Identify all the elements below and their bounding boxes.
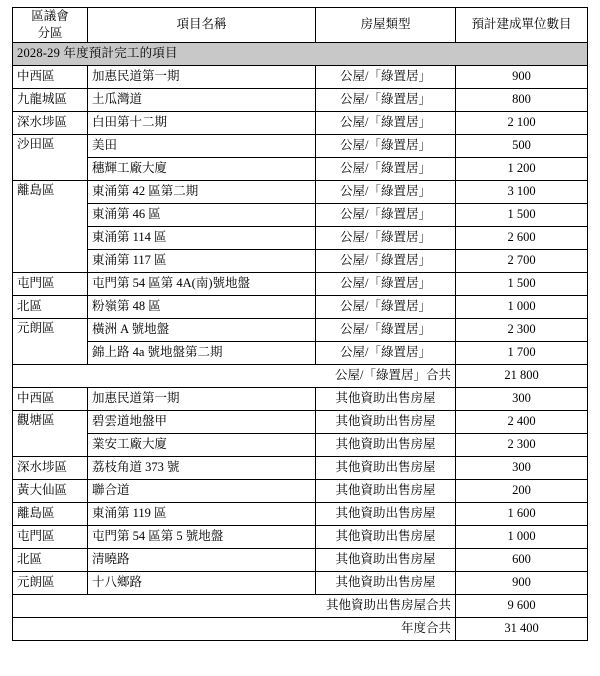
cell-housing-type: 其他資助出售房屋 <box>316 571 456 594</box>
cell-district: 中西區 <box>13 65 88 88</box>
grand-total-value: 31 400 <box>456 617 588 640</box>
header-project: 項目名稱 <box>88 8 316 43</box>
cell-project: 業安工廠大廈 <box>88 433 316 456</box>
cell-project: 橫洲 A 號地盤 <box>88 318 316 341</box>
table-row <box>13 525 588 548</box>
housing-projects-table <box>12 7 588 641</box>
table-row <box>13 456 588 479</box>
table-row <box>13 180 588 203</box>
header-district <box>13 8 88 43</box>
table-row <box>13 272 588 295</box>
cell-units: 1 700 <box>456 341 588 364</box>
subsidised-sale-total-value: 9 600 <box>456 594 588 617</box>
cell-housing-type: 其他資助出售房屋 <box>316 387 456 410</box>
cell-units: 300 <box>456 456 588 479</box>
header-row <box>13 8 588 43</box>
cell-housing-type: 公屋/「綠置居」 <box>316 295 456 318</box>
table-row <box>13 341 588 364</box>
cell-project: 荔枝角道 373 號 <box>88 456 316 479</box>
cell-housing-type: 其他資助出售房屋 <box>316 433 456 456</box>
cell-housing-type: 其他資助出售房屋 <box>316 456 456 479</box>
table-row <box>13 548 588 571</box>
cell-project: 東涌第 119 區 <box>88 502 316 525</box>
cell-units: 2 600 <box>456 226 588 249</box>
cell-units: 600 <box>456 548 588 571</box>
cell-housing-type: 公屋/「綠置居」 <box>316 272 456 295</box>
cell-project: 碧雲道地盤甲 <box>88 410 316 433</box>
cell-housing-type: 公屋/「綠置居」 <box>316 157 456 180</box>
header-type: 房屋類型 <box>316 8 456 43</box>
table-row <box>13 295 588 318</box>
cell-project: 東涌第 117 區 <box>88 249 316 272</box>
table-row <box>13 157 588 180</box>
cell-district: 離島區 <box>13 502 88 525</box>
table-row <box>13 111 588 134</box>
cell-project: 加惠民道第一期 <box>88 65 316 88</box>
header-district-line1: 區議會 <box>31 9 69 23</box>
table-row <box>13 387 588 410</box>
total-row <box>13 617 588 640</box>
cell-housing-type: 其他資助出售房屋 <box>316 502 456 525</box>
cell-units: 200 <box>456 479 588 502</box>
cell-district: 深水埗區 <box>13 111 88 134</box>
grand-total-label: 年度合共 <box>13 617 456 640</box>
cell-units: 2 100 <box>456 111 588 134</box>
cell-project: 聯合道 <box>88 479 316 502</box>
public-rental-total-value: 21 800 <box>456 364 588 387</box>
cell-project: 東涌第 114 區 <box>88 226 316 249</box>
cell-units: 2 300 <box>456 318 588 341</box>
table-row <box>13 410 588 433</box>
cell-district: 深水埗區 <box>13 456 88 479</box>
public-rental-total-label: 公屋/「綠置居」合共 <box>13 364 456 387</box>
cell-units: 900 <box>456 65 588 88</box>
cell-project: 粉嶺第 48 區 <box>88 295 316 318</box>
subsidised-sale-total-label: 其他資助出售房屋合共 <box>13 594 456 617</box>
table-row <box>13 479 588 502</box>
cell-units: 2 300 <box>456 433 588 456</box>
cell-district: 元朗區 <box>13 571 88 594</box>
cell-units: 1 000 <box>456 295 588 318</box>
table-row <box>13 65 588 88</box>
cell-housing-type: 公屋/「綠置居」 <box>316 65 456 88</box>
table-row <box>13 88 588 111</box>
cell-project: 清曉路 <box>88 548 316 571</box>
total-row <box>13 364 588 387</box>
table-row <box>13 433 588 456</box>
cell-units: 800 <box>456 88 588 111</box>
table-row <box>13 571 588 594</box>
cell-housing-type: 其他資助出售房屋 <box>316 410 456 433</box>
cell-district: 黃大仙區 <box>13 479 88 502</box>
cell-units: 500 <box>456 134 588 157</box>
cell-housing-type: 其他資助出售房屋 <box>316 479 456 502</box>
cell-housing-type: 公屋/「綠置居」 <box>316 203 456 226</box>
cell-project: 東涌第 46 區 <box>88 203 316 226</box>
cell-district: 北區 <box>13 295 88 318</box>
cell-units: 1 600 <box>456 502 588 525</box>
cell-district: 中西區 <box>13 387 88 410</box>
cell-project: 錦上路 4a 號地盤第二期 <box>88 341 316 364</box>
cell-district: 離島區 <box>13 180 88 272</box>
table-header <box>13 8 588 43</box>
cell-project: 十八鄉路 <box>88 571 316 594</box>
cell-units: 1 000 <box>456 525 588 548</box>
total-row <box>13 594 588 617</box>
cell-housing-type: 公屋/「綠置居」 <box>316 111 456 134</box>
cell-units: 1 200 <box>456 157 588 180</box>
cell-project: 加惠民道第一期 <box>88 387 316 410</box>
cell-district: 屯門區 <box>13 525 88 548</box>
cell-units: 1 500 <box>456 272 588 295</box>
cell-housing-type: 公屋/「綠置居」 <box>316 318 456 341</box>
cell-project: 穗輝工廠大廈 <box>88 157 316 180</box>
section-banner-row <box>13 42 588 65</box>
cell-district: 北區 <box>13 548 88 571</box>
table-row <box>13 502 588 525</box>
table-row <box>13 226 588 249</box>
cell-district: 九龍城區 <box>13 88 88 111</box>
cell-housing-type: 公屋/「綠置居」 <box>316 226 456 249</box>
cell-units: 2 700 <box>456 249 588 272</box>
cell-housing-type: 公屋/「綠置居」 <box>316 134 456 157</box>
cell-district: 沙田區 <box>13 134 88 180</box>
cell-district: 元朗區 <box>13 318 88 364</box>
cell-housing-type: 公屋/「綠置居」 <box>316 249 456 272</box>
header-district-line2: 分區 <box>37 25 63 40</box>
cell-project: 屯門第 54 區第 4A(南)號地盤 <box>88 272 316 295</box>
table-row <box>13 134 588 157</box>
cell-units: 3 100 <box>456 180 588 203</box>
header-units: 預計建成單位數目 <box>456 8 588 43</box>
cell-district: 屯門區 <box>13 272 88 295</box>
table-body <box>13 42 588 640</box>
table-row <box>13 318 588 341</box>
cell-units: 300 <box>456 387 588 410</box>
table-row <box>13 249 588 272</box>
cell-housing-type: 公屋/「綠置居」 <box>316 180 456 203</box>
cell-project: 美田 <box>88 134 316 157</box>
cell-units: 1 500 <box>456 203 588 226</box>
cell-housing-type: 公屋/「綠置居」 <box>316 88 456 111</box>
cell-project: 東涌第 42 區第二期 <box>88 180 316 203</box>
cell-district: 觀塘區 <box>13 410 88 456</box>
cell-project: 屯門第 54 區第 5 號地盤 <box>88 525 316 548</box>
cell-project: 土瓜灣道 <box>88 88 316 111</box>
cell-units: 900 <box>456 571 588 594</box>
cell-units: 2 400 <box>456 410 588 433</box>
cell-housing-type: 公屋/「綠置居」 <box>316 341 456 364</box>
cell-housing-type: 其他資助出售房屋 <box>316 548 456 571</box>
table-row <box>13 203 588 226</box>
cell-housing-type: 其他資助出售房屋 <box>316 525 456 548</box>
cell-project: 白田第十二期 <box>88 111 316 134</box>
section-banner-label: 2028-29 年度預計完工的項目 <box>13 42 588 65</box>
